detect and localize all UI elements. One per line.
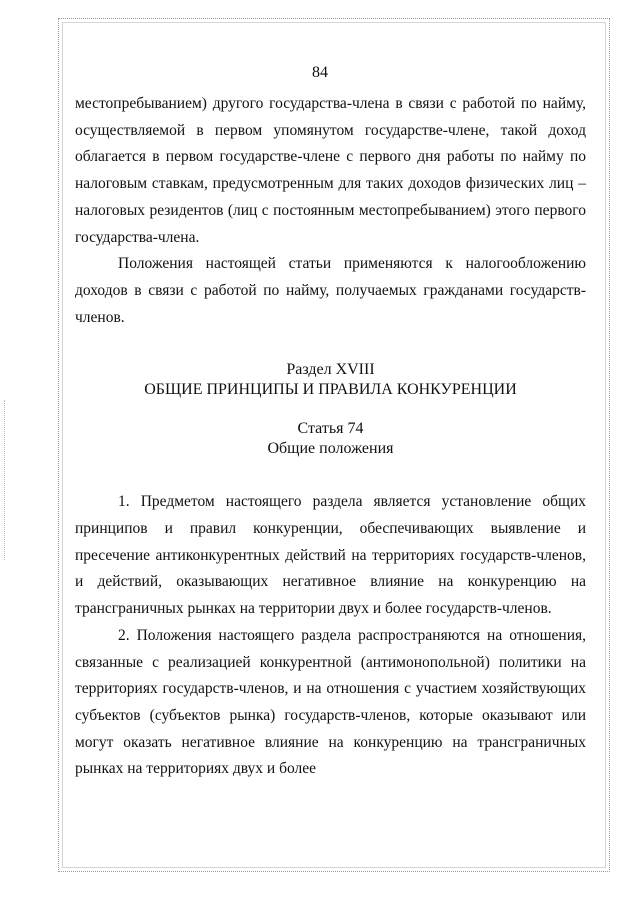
clause-1: 1. Предметом настоящего раздела является установление общих принципов и правил конкуренции, обеспечивающих выявление и пресечение антиконкурентных действий на территориях государств-членов, и действий, оказывающих негативное влияние на конкуренцию на трансграничных рынках на территории двух и более государств-членов. [75, 493, 586, 618]
paragraph-article-application: Положения настоящей статьи применяются к налогообложению доходов в связи с работой по найму, получаемых гражданами государств-членов. [75, 255, 586, 326]
section-label: Раздел XVIII [286, 361, 375, 379]
article-heading [75, 419, 586, 459]
paragraph-continuation: местопребыванием) другого государства-члена в связи с работой по найму, осуществляемой в первом упомянутом государстве-члене, такой доход облагается в первом государстве-члене с первого дня работы по найму по налоговым ставкам, предусмотренным для таких доходов физических лиц – налоговых резидентов (лиц с постоянным местопребыванием) этого первого государства-члена. [75, 95, 586, 246]
document-body [75, 91, 586, 783]
section-heading [75, 360, 586, 400]
article-title: Общие положения [267, 440, 394, 458]
section-title: ОБЩИЕ ПРИНЦИПЫ И ПРАВИЛА КОНКУРЕНЦИИ [144, 381, 517, 399]
article-label: Статья 74 [297, 420, 364, 438]
scan-edge-mark [4, 400, 6, 560]
page-number: 84 [312, 64, 328, 81]
clause-2: 2. Положения настоящего раздела распространяются на отношения, связанные с реализацией конкурентной (антимонопольной) политики на территориях государств-членов, и на отношения с участием хозяйствующих субъектов (субъектов рынка) государств-членов, которые оказывают или могут оказать негативное влияние на конкуренцию на трансграничных рынках на территориях двух и более [75, 626, 586, 778]
